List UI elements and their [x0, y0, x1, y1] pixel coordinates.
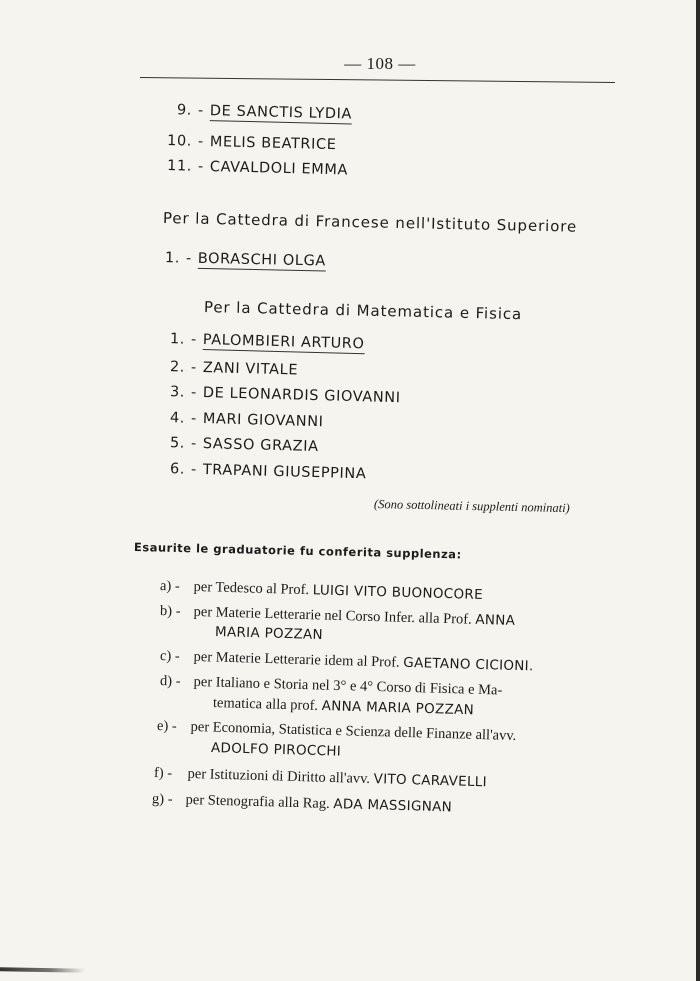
item-text: per Materie Letterarie nel Corso Infer. alla Prof.: [193, 603, 472, 628]
supplenza-item: [160, 648, 534, 675]
item-letter: d) -: [159, 673, 181, 690]
candidate-name: PALOMBIERI ARTURO: [202, 332, 365, 353]
item-letter: g) -: [151, 791, 173, 808]
appointee-name: GAETANO CICIONI.: [403, 654, 534, 675]
list-item: 9. - DE SANCTIS LYDIA: [166, 102, 352, 123]
item-text: per Materie Letterarie idem al Prof.: [193, 648, 400, 671]
candidate-name: DE LEONARDIS GIOVANNI: [202, 385, 401, 407]
item-text: per Istituzioni di Diritto all'avv.: [187, 765, 371, 788]
appointee-name: ADA MASSIGNAN: [333, 796, 453, 816]
item-text: per Tedesco al Prof.: [193, 578, 310, 599]
item-number: 6.: [169, 461, 186, 478]
list-item: 2. - ZANI VITALE: [163, 359, 298, 379]
item-number: 3.: [169, 384, 186, 401]
candidate-name: BORASCHI OLGA: [197, 250, 327, 270]
list-item: 1. - BORASCHI OLGA: [158, 250, 326, 270]
item-number: 11.: [166, 158, 193, 175]
item-number: 10.: [166, 133, 193, 150]
item-text: per Economia, Statistica e Scienza delle Finanze all'avv.: [190, 718, 517, 745]
scan-artifact-mark: [0, 967, 85, 972]
scan-edge-shadow: [696, 0, 700, 981]
list-item: 5. - SASSO GRAZIA: [163, 435, 319, 455]
intro-heading: Esaurite le graduatorie fu conferita supplenza:: [133, 540, 462, 562]
item-text: per Stenografia alla Rag.: [185, 791, 330, 812]
candidate-name: CAVALDOLI EMMA: [209, 159, 349, 179]
candidate-name: TRAPANI GIUSEPPINA: [202, 462, 367, 483]
supplenza-item: [154, 765, 487, 791]
list-item: 1. - PALOMBIERI ARTURO: [163, 331, 365, 352]
list-item: 4. - MARI GIOVANNI: [163, 410, 324, 430]
supplenza-item: [152, 791, 452, 816]
candidate-name: SASSO GRAZIA: [202, 436, 319, 456]
item-letter: c) -: [159, 648, 180, 665]
item-letter: b) -: [159, 603, 181, 620]
supplenza-item: [160, 578, 483, 604]
item-number: 4.: [169, 410, 186, 427]
appointee-name: ANNA: [475, 611, 516, 629]
page-number: — 108 —: [344, 54, 416, 73]
appointee-name: ADOLFO PIROCCHI: [210, 740, 342, 760]
supplenza-item: [160, 673, 503, 700]
supplenza-item-continuation: [215, 624, 323, 644]
list-item: 11. - CAVALDOLI EMMA: [166, 158, 349, 179]
candidate-name: MARI GIOVANNI: [202, 411, 324, 431]
list-item: 6. - TRAPANI GIUSEPPINA: [163, 461, 367, 482]
item-number: 5.: [169, 435, 186, 452]
item-text: per Italiano e Storia nel 3° e 4° Corso di Fisica e Ma-: [193, 673, 503, 699]
candidate-name: ZANI VITALE: [202, 360, 299, 379]
item-number: 9.: [176, 102, 193, 119]
appointee-name: ANNA MARIA POZZAN: [321, 698, 475, 719]
item-letter: a) -: [159, 578, 180, 595]
appointee-name: VITO CARAVELLI: [373, 771, 488, 791]
item-letter: f) -: [153, 765, 173, 782]
list-item: 10. - MELIS BEATRICE: [166, 133, 337, 154]
candidate-name: MELIS BEATRICE: [209, 134, 337, 154]
appointee-name: LUIGI VITO BUONOCORE: [312, 582, 484, 604]
item-number: 2.: [169, 359, 186, 376]
supplenza-item: [160, 603, 516, 630]
item-number: 1.: [169, 331, 186, 348]
supplenza-item-continuation: [213, 695, 475, 719]
list-item: 3. - DE LEONARDIS GIOVANNI: [163, 384, 401, 406]
item-text: tematica alla prof.: [212, 695, 319, 714]
candidate-name: DE SANCTIS LYDIA: [209, 103, 353, 123]
footnote-underlined-substitutes: (Sono sottolineati i supplenti nominati): [373, 497, 570, 516]
supplenza-item-continuation: [211, 740, 342, 761]
section-title-francese: Per la Cattedra di Francese nell'Istituto Superiore: [162, 209, 578, 236]
appointee-name: MARIA POZZAN: [214, 624, 324, 644]
item-letter: e) -: [156, 718, 177, 735]
item-number: 1.: [164, 250, 181, 267]
section-title-matematica: Per la Cattedra di Matematica e Fisica: [203, 298, 523, 324]
header-rule: [140, 77, 615, 83]
